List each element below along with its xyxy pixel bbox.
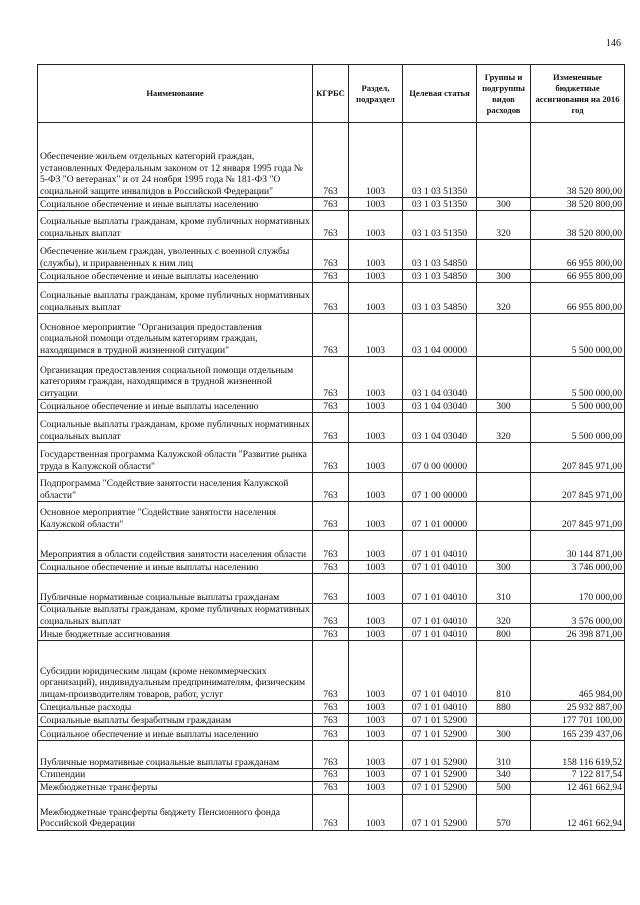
row-amount: 170 000,00 — [531, 574, 625, 604]
row-amount: 5 500 000,00 — [531, 413, 625, 443]
row-amount: 66 955 800,00 — [531, 270, 625, 283]
row-group: 300 — [477, 198, 531, 211]
row-amount: 5 500 000,00 — [531, 314, 625, 357]
header-groups: Группы и подгруппы видов расходов — [477, 65, 531, 123]
row-name: Обеспечение жильем граждан, уволенных с военной службы (службы), и приравненных к ним лиц — [38, 240, 313, 270]
table-row — [38, 641, 625, 701]
row-group — [477, 502, 531, 531]
row-target: 07 1 01 52900 — [403, 794, 477, 830]
row-target: 03 1 03 51350 — [403, 123, 477, 198]
table-row — [38, 561, 625, 574]
header-target: Целевая статья — [403, 65, 477, 123]
row-amount: 66 955 800,00 — [531, 240, 625, 270]
row-ktrbs: 763 — [313, 283, 349, 314]
table-row — [38, 769, 625, 782]
row-section: 1003 — [349, 628, 403, 641]
table-row — [38, 473, 625, 502]
row-name: Социальное обеспечение и иные выплаты населению — [38, 561, 313, 574]
row-section: 1003 — [349, 531, 403, 561]
header-section: Раздел, подраздел — [349, 65, 403, 123]
row-name: Социальное обеспечение и иные выплаты населению — [38, 270, 313, 283]
table-row — [38, 443, 625, 473]
row-ktrbs: 763 — [313, 443, 349, 473]
row-name: Основное мероприятие "Содействие занятости населения Калужской области" — [38, 502, 313, 531]
row-section: 1003 — [349, 741, 403, 769]
row-group — [477, 240, 531, 270]
row-amount: 26 398 871,00 — [531, 628, 625, 641]
row-ktrbs: 763 — [313, 701, 349, 714]
row-name: Социальное обеспечение и иные выплаты населению — [38, 727, 313, 741]
row-target: 07 0 00 00000 — [403, 443, 477, 473]
row-amount: 3 746 000,00 — [531, 561, 625, 574]
row-name: Мероприятия в области содействия занятости населения области — [38, 531, 313, 561]
row-name: Социальные выплаты гражданам, кроме публичных нормативных социальных выплат — [38, 413, 313, 443]
row-group: 310 — [477, 741, 531, 769]
row-target: 07 1 01 52900 — [403, 741, 477, 769]
row-name: Специальные расходы — [38, 701, 313, 714]
row-ktrbs: 763 — [313, 628, 349, 641]
row-section: 1003 — [349, 574, 403, 604]
row-section: 1003 — [349, 413, 403, 443]
row-name: Государственная программа Калужской области "Развитие рынка труда в Калужской области" — [38, 443, 313, 473]
row-amount: 38 520 800,00 — [531, 211, 625, 240]
row-target: 03 1 04 03040 — [403, 413, 477, 443]
row-group: 300 — [477, 400, 531, 413]
row-amount: 12 461 662,94 — [531, 794, 625, 830]
row-group: 880 — [477, 701, 531, 714]
header-ktrbs: КГРБС — [313, 65, 349, 123]
row-target: 07 1 00 00000 — [403, 473, 477, 502]
table-row — [38, 604, 625, 628]
row-section: 1003 — [349, 314, 403, 357]
row-group — [477, 123, 531, 198]
row-section: 1003 — [349, 502, 403, 531]
row-target: 07 1 01 04010 — [403, 628, 477, 641]
header-name: Наименование — [38, 65, 313, 123]
row-ktrbs: 763 — [313, 473, 349, 502]
row-name: Социальные выплаты гражданам, кроме публичных нормативных социальных выплат — [38, 283, 313, 314]
row-group — [477, 473, 531, 502]
row-target: 07 1 01 04010 — [403, 531, 477, 561]
row-amount: 66 955 800,00 — [531, 283, 625, 314]
row-name: Межбюджетные трансферты — [38, 781, 313, 794]
row-name: Социальные выплаты безработным гражданам — [38, 714, 313, 727]
table-row — [38, 123, 625, 198]
row-section: 1003 — [349, 283, 403, 314]
row-ktrbs: 763 — [313, 400, 349, 413]
row-name: Социальное обеспечение и иные выплаты населению — [38, 198, 313, 211]
table-row — [38, 314, 625, 357]
row-group: 810 — [477, 641, 531, 701]
row-amount: 207 845 971,00 — [531, 473, 625, 502]
row-name: Публичные нормативные социальные выплаты гражданам — [38, 574, 313, 604]
row-section: 1003 — [349, 357, 403, 400]
row-target: 07 1 01 04010 — [403, 561, 477, 574]
row-group: 320 — [477, 604, 531, 628]
table-row — [38, 781, 625, 794]
row-ktrbs: 763 — [313, 502, 349, 531]
row-group: 320 — [477, 413, 531, 443]
row-group: 300 — [477, 727, 531, 741]
table-row — [38, 270, 625, 283]
row-ktrbs: 763 — [313, 741, 349, 769]
row-amount: 158 116 619,52 — [531, 741, 625, 769]
row-target: 03 1 04 03040 — [403, 357, 477, 400]
table-row — [38, 794, 625, 830]
table-row — [38, 531, 625, 561]
row-ktrbs: 763 — [313, 198, 349, 211]
row-ktrbs: 763 — [313, 727, 349, 741]
row-section: 1003 — [349, 701, 403, 714]
row-section: 1003 — [349, 473, 403, 502]
row-target: 07 1 01 04010 — [403, 604, 477, 628]
table-row — [38, 727, 625, 741]
row-group: 300 — [477, 270, 531, 283]
row-group: 310 — [477, 574, 531, 604]
table-row — [38, 357, 625, 400]
row-ktrbs: 763 — [313, 531, 349, 561]
row-ktrbs: 763 — [313, 769, 349, 782]
row-name: Субсидии юридическим лицам (кроме некоммерческих организаций), индивидуальным предпринимателям, физическим лицам-производителям товаров, работ, услуг — [38, 641, 313, 701]
row-group — [477, 443, 531, 473]
row-amount: 25 932 887,00 — [531, 701, 625, 714]
row-target: 07 1 01 52900 — [403, 727, 477, 741]
row-name: Социальное обеспечение и иные выплаты населению — [38, 400, 313, 413]
row-section: 1003 — [349, 781, 403, 794]
row-section: 1003 — [349, 714, 403, 727]
row-section: 1003 — [349, 561, 403, 574]
table-header-row — [38, 65, 625, 123]
row-target: 07 1 01 04010 — [403, 701, 477, 714]
table-row — [38, 714, 625, 727]
table-row — [38, 701, 625, 714]
row-section: 1003 — [349, 123, 403, 198]
row-ktrbs: 763 — [313, 574, 349, 604]
row-amount: 165 239 437,06 — [531, 727, 625, 741]
row-ktrbs: 763 — [313, 561, 349, 574]
table-row — [38, 400, 625, 413]
table-row — [38, 502, 625, 531]
row-amount: 207 845 971,00 — [531, 502, 625, 531]
row-ktrbs: 763 — [313, 270, 349, 283]
row-section: 1003 — [349, 240, 403, 270]
row-name: Иные бюджетные ассигнования — [38, 628, 313, 641]
row-target: 07 1 01 04010 — [403, 641, 477, 701]
row-name: Публичные нормативные социальные выплаты гражданам — [38, 741, 313, 769]
row-group — [477, 314, 531, 357]
page-number: 146 — [606, 38, 621, 49]
row-ktrbs: 763 — [313, 641, 349, 701]
row-section: 1003 — [349, 794, 403, 830]
table-row — [38, 741, 625, 769]
row-group: 340 — [477, 769, 531, 782]
row-target: 03 1 03 54850 — [403, 283, 477, 314]
row-amount: 3 576 000,00 — [531, 604, 625, 628]
table-row — [38, 240, 625, 270]
row-amount: 177 701 100,00 — [531, 714, 625, 727]
row-section: 1003 — [349, 198, 403, 211]
row-target: 03 1 03 51350 — [403, 198, 477, 211]
row-target: 03 1 03 54850 — [403, 270, 477, 283]
row-section: 1003 — [349, 769, 403, 782]
header-amount: Измененные бюджетные ассигнования на 2016 год — [531, 65, 625, 123]
row-section: 1003 — [349, 443, 403, 473]
row-name: Межбюджетные трансферты бюджету Пенсионного фонда Российской Федерации — [38, 794, 313, 830]
row-amount: 5 500 000,00 — [531, 400, 625, 413]
row-amount: 38 520 800,00 — [531, 198, 625, 211]
row-ktrbs: 763 — [313, 240, 349, 270]
row-target: 03 1 04 00000 — [403, 314, 477, 357]
row-amount: 465 984,00 — [531, 641, 625, 701]
row-ktrbs: 763 — [313, 314, 349, 357]
row-ktrbs: 763 — [313, 413, 349, 443]
row-target: 07 1 01 52900 — [403, 781, 477, 794]
row-name: Стипендии — [38, 769, 313, 782]
table-row — [38, 211, 625, 240]
row-target: 07 1 01 52900 — [403, 714, 477, 727]
table-body — [38, 123, 625, 831]
row-target: 07 1 01 52900 — [403, 769, 477, 782]
row-group: 300 — [477, 561, 531, 574]
row-group — [477, 357, 531, 400]
row-amount: 207 845 971,00 — [531, 443, 625, 473]
table-row — [38, 413, 625, 443]
table-row — [38, 198, 625, 211]
row-group: 320 — [477, 283, 531, 314]
table-row — [38, 283, 625, 314]
row-group — [477, 714, 531, 727]
row-amount: 7 122 817,54 — [531, 769, 625, 782]
row-group: 800 — [477, 628, 531, 641]
row-section: 1003 — [349, 211, 403, 240]
row-section: 1003 — [349, 604, 403, 628]
row-target: 07 1 01 04010 — [403, 574, 477, 604]
row-ktrbs: 763 — [313, 714, 349, 727]
row-section: 1003 — [349, 270, 403, 283]
row-amount: 12 461 662,94 — [531, 781, 625, 794]
row-target: 03 1 03 51350 — [403, 211, 477, 240]
table-row — [38, 574, 625, 604]
row-section: 1003 — [349, 400, 403, 413]
row-group: 500 — [477, 781, 531, 794]
row-name: Организация предоставления социальной помощи отдельным категориям граждан, находящимся в трудной жизненной ситуации — [38, 357, 313, 400]
row-amount: 30 144 871,00 — [531, 531, 625, 561]
row-group: 320 — [477, 211, 531, 240]
row-name: Социальные выплаты гражданам, кроме публичных нормативных социальных выплат — [38, 604, 313, 628]
budget-table — [37, 64, 625, 831]
row-section: 1003 — [349, 727, 403, 741]
row-ktrbs: 763 — [313, 123, 349, 198]
row-ktrbs: 763 — [313, 211, 349, 240]
table-row — [38, 628, 625, 641]
row-ktrbs: 763 — [313, 781, 349, 794]
row-target: 03 1 04 03040 — [403, 400, 477, 413]
row-ktrbs: 763 — [313, 604, 349, 628]
row-ktrbs: 763 — [313, 794, 349, 830]
row-section: 1003 — [349, 641, 403, 701]
row-amount: 38 520 800,00 — [531, 123, 625, 198]
row-name: Подпрограмма "Содействие занятости населения Калужской области" — [38, 473, 313, 502]
row-group: 570 — [477, 794, 531, 830]
row-target: 07 1 01 00000 — [403, 502, 477, 531]
row-amount: 5 500 000,00 — [531, 357, 625, 400]
row-group — [477, 531, 531, 561]
row-name: Основное мероприятие "Организация предоставления социальной помощи отдельным категориям граждан, находящимся в трудной жизненной ситуации" — [38, 314, 313, 357]
row-ktrbs: 763 — [313, 357, 349, 400]
row-target: 03 1 03 54850 — [403, 240, 477, 270]
row-name: Обеспечение жильем отдельных категорий граждан, установленных Федеральным законом от 12 января 1995 года № 5-ФЗ "О ветеранах" и от 24 ноября 1995 года № 181-ФЗ "О социальной защите инвалидов в Российской Федерации" — [38, 123, 313, 198]
row-name: Социальные выплаты гражданам, кроме публичных нормативных социальных выплат — [38, 211, 313, 240]
